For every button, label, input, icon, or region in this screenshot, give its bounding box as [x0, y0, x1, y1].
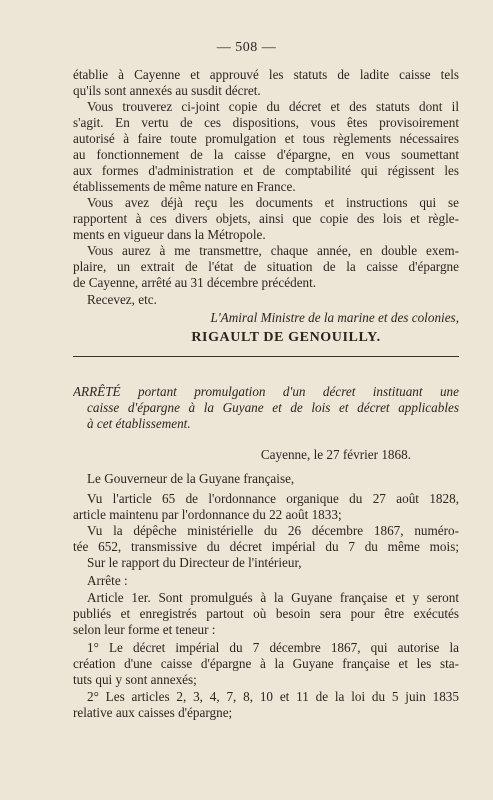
- text-line: s'agit. En vertu de ces dispositions, vous êtes provisoirement: [73, 115, 459, 130]
- text-line: relative aux caisses d'épargne;: [73, 705, 233, 720]
- text-line: ments en vigueur dans la Métropole.: [73, 227, 266, 242]
- section-divider: [73, 356, 459, 357]
- text-line: Sur le rapport du Directeur de l'intérieur,: [87, 555, 302, 570]
- text-line: Article 1er. Sont promulgués à la Guyane française et y seront: [87, 590, 459, 605]
- text-line: création d'une caisse d'épargne à la Guyane française et les sta-: [73, 656, 459, 671]
- text-line: Vous avez déjà reçu les documents et instructions qui se: [87, 195, 459, 210]
- text-line: Vous trouverez ci-joint copie du décret et des statuts dont il: [87, 99, 459, 114]
- place-date: Cayenne, le 27 février 1868.: [260, 447, 411, 462]
- text-line: 1° Le décret impérial du 7 décembre 1867, qui autorise la: [87, 640, 459, 655]
- arrete-heading-line: caisse d'épargne à la Guyane et de lois et décret applicables: [87, 400, 459, 415]
- text-line: selon leur forme et teneur :: [73, 622, 216, 637]
- arrete-keyword: Arrête :: [87, 573, 128, 588]
- text-line: Vous aurez à me transmettre, chaque année, en double exem-: [87, 243, 459, 258]
- page-number: — 508 —: [216, 40, 277, 55]
- text-line: publiés et enregistrés partout où besoin sera pour être exécutés: [73, 606, 459, 621]
- text-line: établissements de même nature en France.: [73, 179, 296, 194]
- text-line: établie à Cayenne et approuvé les statuts de ladite caisse tels: [73, 67, 459, 82]
- text-line: article maintenu par l'ordonnance du 22 août 1833;: [73, 507, 342, 522]
- text-line: au fonctionnement de la caisse d'épargne, en vous soumettant: [73, 147, 459, 162]
- text-line: tuts qui y sont annexés;: [73, 672, 197, 687]
- text-line: Vu l'article 65 de l'ordonnance organique du 27 août 1828,: [87, 491, 459, 506]
- signature-title: L'Amiral Ministre de la marine et des colonies,: [210, 310, 459, 325]
- signature-name: RIGAULT DE GENOUILLY.: [191, 330, 381, 345]
- arrete-heading-line: à cet établissement.: [87, 416, 191, 431]
- text-line: autorisé à faire toute promulgation et tous règlements nécessaires: [73, 131, 459, 146]
- text-line: Recevez, etc.: [87, 292, 157, 307]
- text-line: 2° Les articles 2, 3, 4, 7, 8, 10 et 11 de la loi du 5 juin 1835: [87, 689, 459, 704]
- text-line: tée 652, transmissive du décret impérial du 7 du même mois;: [73, 539, 459, 554]
- text-line: Le Gouverneur de la Guyane française,: [87, 471, 295, 486]
- arrete-heading-line: ARRÊTÉ portant promulgation d'un décret instituant une: [73, 384, 459, 399]
- text-line: Vu la dépêche ministérielle du 26 décembre 1867, numéro-: [87, 523, 459, 538]
- text-line: aux formes d'administration et de comptabilité qui régissent les: [73, 163, 459, 178]
- text-line: de Cayenne, arrêté au 31 décembre précédent.: [73, 275, 317, 290]
- text-line: rapportent à ces divers objets, ainsi que copie des lois et règle-: [73, 211, 459, 226]
- text-line: qu'ils sont annexés au susdit décret.: [73, 83, 261, 98]
- text-line: plaire, un extrait de l'état de situation de la caisse d'épargne: [73, 259, 459, 274]
